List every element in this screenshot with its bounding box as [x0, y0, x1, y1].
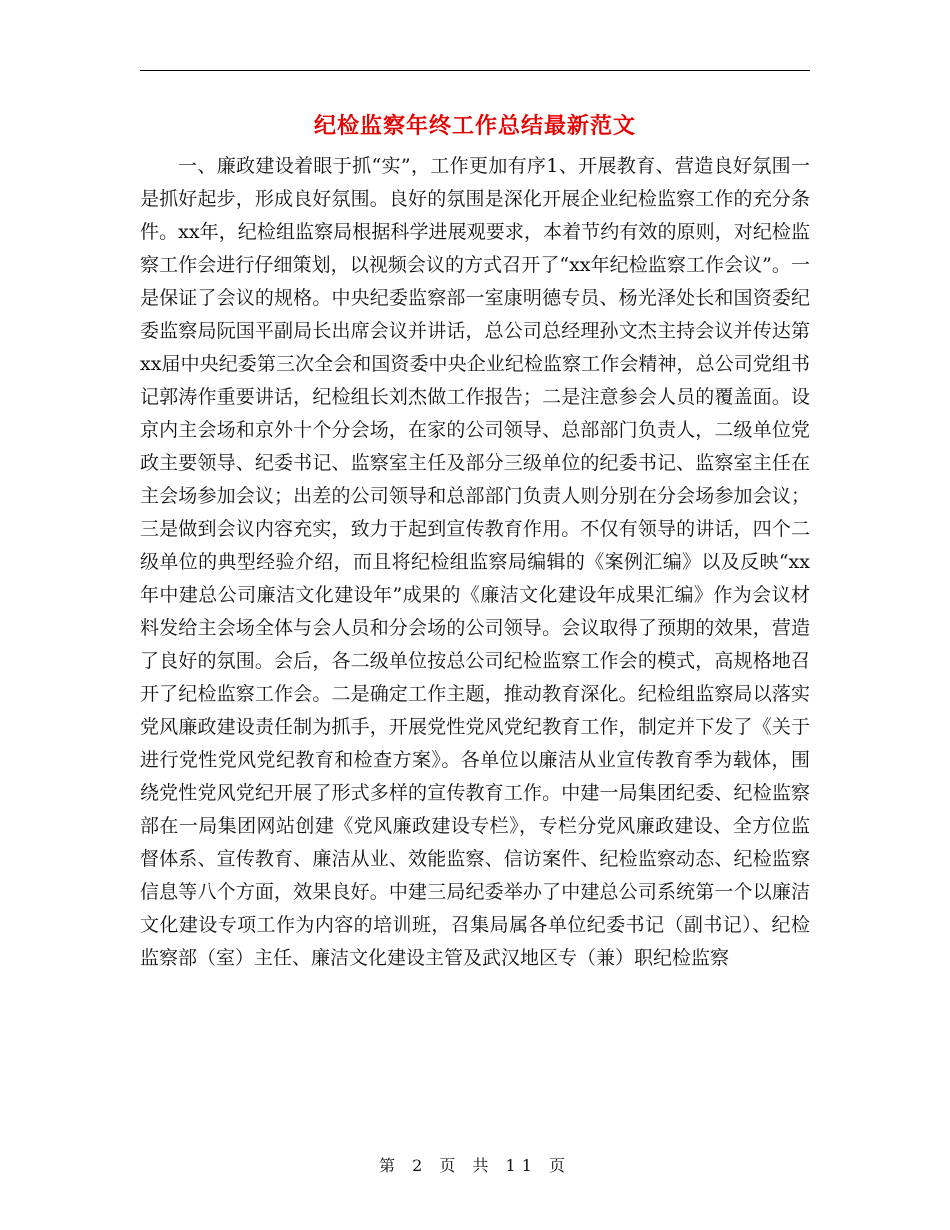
page-number-footer: 第 2 页 共 11 页	[379, 1156, 571, 1175]
header-rule	[140, 70, 810, 71]
document-title: 纪检监察年终工作总结最新范文	[313, 113, 636, 139]
body-paragraph: 一、廉政建设着眼于抓“实”，工作更加有序1、开展教育、营造良好氛围一是抓好起步，形成良好氛围。良好的氛围是深化开展企业纪检监察工作的充分条件。xx年，纪检组监察局根据科学进展观要求，本着节约有效的原则，对纪检监察工作会进行仔细策划，以视频会议的方式召开了“xx年纪检监察工作会议”。一是保证了会议的规格。中央纪委监察部一室康明德专员、杨光泽处长和国资委纪委监察局阮国平副局长出席会议并讲话，总公司总经理孙文杰主持会议并传达第xx届中央纪委第三次全会和国资委中央企业纪检监察工作会精神，总公司党组书记郭涛作重要讲话，纪检组长刘杰做工作报告；二是注意参会人员的覆盖面。设京内主会场和京外十个分会场，在家的公司领导、总部部门负责人，二级单位党政主要领导、纪委书记、监察室主任及部分三级单位的纪委书记、监察室主任在主会场参加会议；出差的公司领导和总部部门负责人则分别在分会场参加会议；三是做到会议内容充实，致力于起到宣传教育作用。不仅有领导的讲话，四个二级单位的典型经验介绍，而且将纪检组监察局编辑的《案例汇编》以及反映“xx年中建总公司廉洁文化建设年”成果的《廉洁文化建设年成果汇编》作为会议材料发给主会场全体与会人员和分会场的公司领导。会议取得了预期的效果，营造了良好的氛围。会后，各二级单位按总公司纪检监察工作会的模式，高规格地召开了纪检监察工作会。二是确定工作主题，推动教育深化。纪检组监察局以落实党风廉政建设责任制为抓手，开展党性党风党纪教育工作，制定并下发了《关于进行党性党风党纪教育和检查方案》。各单位以廉洁从业宣传教育季为载体，围绕党性党风党纪开展了形式多样的宣传教育工作。中建一局集团纪委、纪检监察部在一局集团网站创建《党风廉政建设专栏》，专栏分党风廉政建设、全方位监督体系、宣传教育、廉洁从业、效能监察、信访案件、纪检监察动态、纪检监察信息等八个方面，效果良好。中建三局纪委举办了中建总公司系统第一个以廉洁文化建设专项工作为内容的培训班，召集局属各单位纪委书记（副书记）、纪检监察部（室）主任、廉洁文化建设主管及武汉地区专（兼）职纪检监察	[140, 155, 810, 969]
